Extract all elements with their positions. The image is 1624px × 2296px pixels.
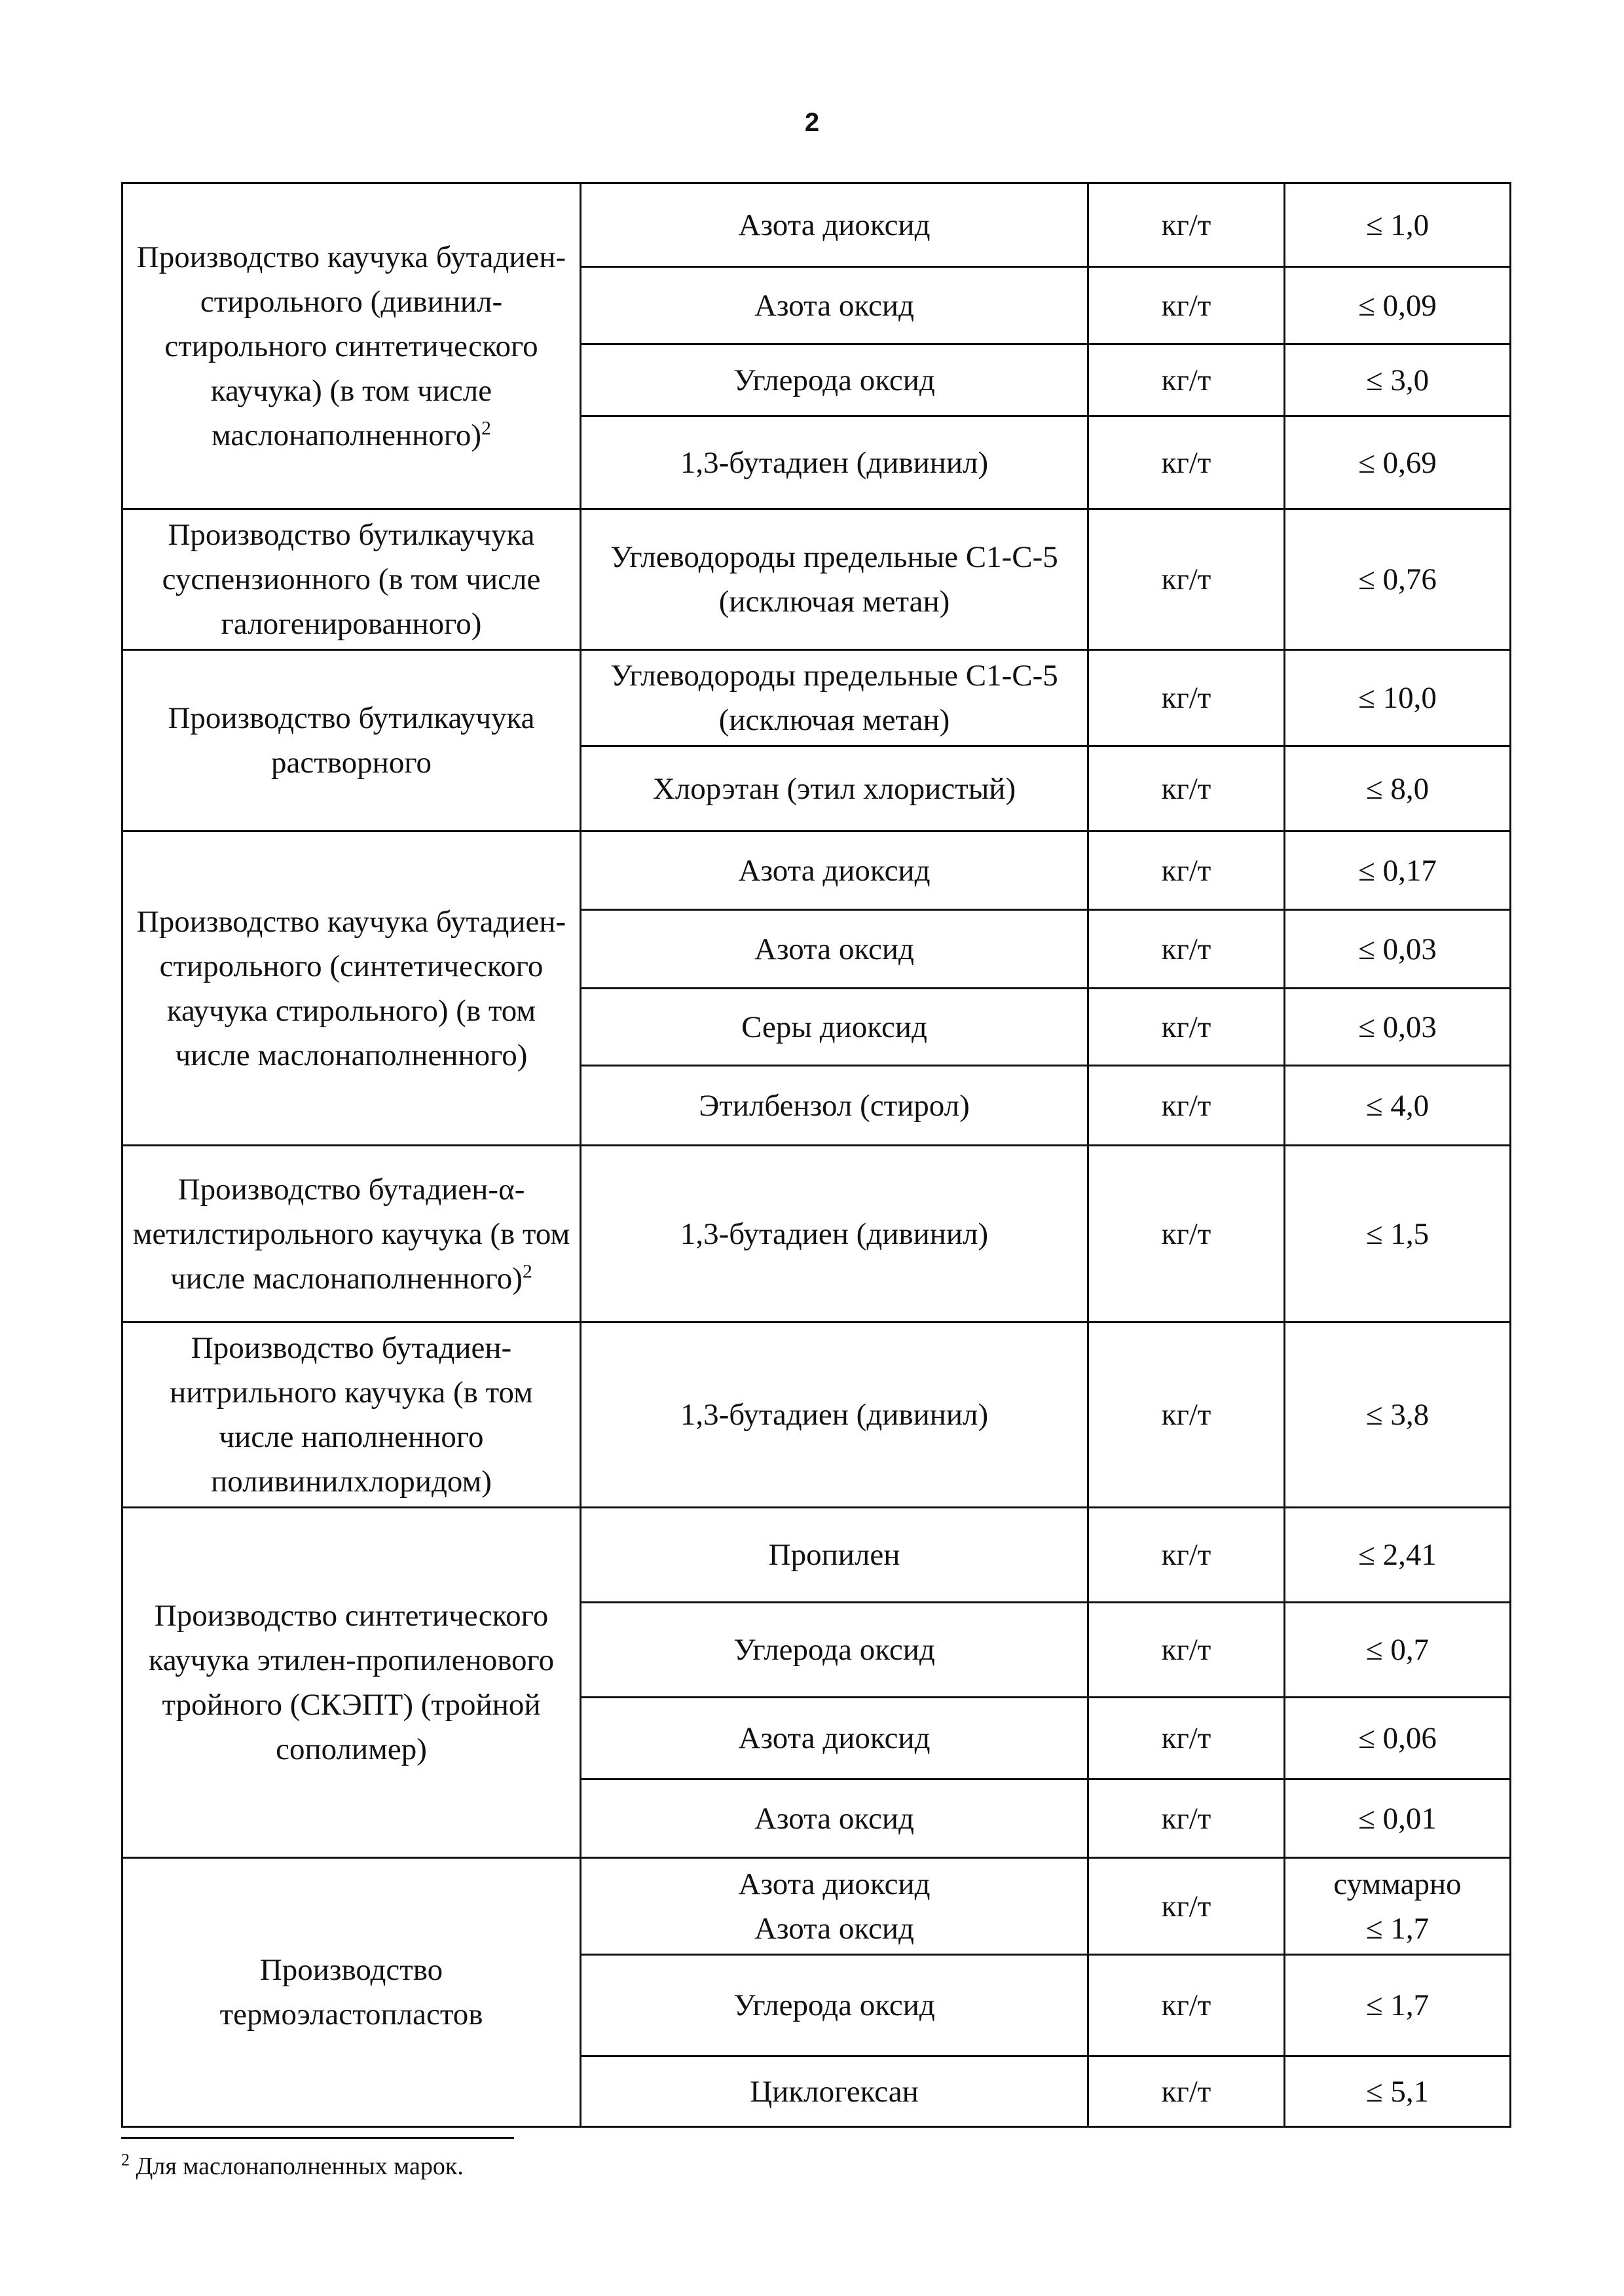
production-name-cell: Производство термоэластопластов: [122, 1858, 581, 2127]
substance-cell: Серы диоксид: [581, 989, 1088, 1066]
value-cell: ≤ 0,76: [1285, 509, 1511, 650]
value-text: ≤ 1,7: [1365, 1911, 1430, 1946]
substance-cell: Хлорэтан (этил хлористый): [581, 746, 1088, 831]
production-name-cell: Производство синтетического каучука этилен-пропиленового тройного (СКЭПТ) (тройной сополимер): [122, 1508, 581, 1858]
value-cell: ≤ 0,09: [1285, 267, 1511, 344]
value-cell: ≤ 4,0: [1285, 1066, 1511, 1146]
substance-cell: [581, 1858, 1088, 1955]
value-cell: ≤ 8,0: [1285, 746, 1511, 831]
unit-cell: кг/т: [1088, 1779, 1285, 1858]
substance-line: Азота диоксид: [738, 1867, 931, 1901]
value-cell: ≤ 3,8: [1285, 1322, 1511, 1508]
value-cell: ≤ 3,0: [1285, 344, 1511, 416]
value-cell: ≤ 1,7: [1285, 1955, 1511, 2056]
value-cell: ≤ 0,7: [1285, 1603, 1511, 1698]
value-cell: ≤ 1,5: [1285, 1146, 1511, 1322]
unit-cell: кг/т: [1088, 1603, 1285, 1698]
unit-cell: кг/т: [1088, 1955, 1285, 2056]
production-name-cell: Производство каучука бутадиен-стирольного (синтетического каучука стирольного) (в том числе маслонаполненного): [122, 831, 581, 1146]
production-name-cell: Производство бутадиен-нитрильного каучука (в том числе наполненного поливинилхлоридом): [122, 1322, 581, 1508]
substance-line: Азота оксид: [754, 1911, 914, 1946]
production-name-cell: Производство бутилкаучука растворного: [122, 650, 581, 831]
value-cell: ≤ 2,41: [1285, 1508, 1511, 1603]
production-name-cell: [122, 1146, 581, 1322]
value-cell: ≤ 1,0: [1285, 183, 1511, 267]
unit-cell: кг/т: [1088, 1858, 1285, 1955]
substance-cell: 1,3-бутадиен (дивинил): [581, 1322, 1088, 1508]
production-name: Производство каучука бутадиен-стирольного (дивинил-стирольного синтетического каучука) (в том числе маслонаполненного): [136, 240, 566, 452]
unit-cell: кг/т: [1088, 2056, 1285, 2127]
value-cell: ≤ 0,03: [1285, 989, 1511, 1066]
production-name-cell: Производство бутилкаучука суспензионного (в том числе галогенированного): [122, 509, 581, 650]
substance-cell: Углерода оксид: [581, 1603, 1088, 1698]
unit-cell: кг/т: [1088, 267, 1285, 344]
value-cell: ≤ 0,06: [1285, 1698, 1511, 1779]
substance-cell: Углерода оксид: [581, 344, 1088, 416]
value-cell: ≤ 0,17: [1285, 831, 1511, 910]
substance-cell: 1,3-бутадиен (дивинил): [581, 416, 1088, 509]
unit-cell: кг/т: [1088, 910, 1285, 989]
unit-cell: кг/т: [1088, 650, 1285, 746]
substance-cell: Азота оксид: [581, 267, 1088, 344]
substance-cell: Азота оксид: [581, 910, 1088, 989]
table-row: [122, 831, 1511, 910]
value-cell: ≤ 0,01: [1285, 1779, 1511, 1858]
unit-cell: кг/т: [1088, 1146, 1285, 1322]
value-cell: ≤ 5,1: [1285, 2056, 1511, 2127]
table-row: [122, 650, 1511, 746]
value-prefix: суммарно: [1333, 1867, 1462, 1901]
substance-cell: 1,3-бутадиен (дивинил): [581, 1146, 1088, 1322]
substance-cell: Циклогексан: [581, 2056, 1088, 2127]
footnote-ref: 2: [522, 1260, 532, 1282]
substance-cell: Азота диоксид: [581, 1698, 1088, 1779]
substance-cell: Углеводороды предельные С1-С-5 (исключая метан): [581, 509, 1088, 650]
value-cell: [1285, 1858, 1511, 1955]
substance-cell: Этилбензол (стирол): [581, 1066, 1088, 1146]
table-row: [122, 1146, 1511, 1322]
unit-cell: кг/т: [1088, 344, 1285, 416]
substance-cell: Азота диоксид: [581, 183, 1088, 267]
table-row: [122, 1858, 1511, 1955]
value-cell: ≤ 0,03: [1285, 910, 1511, 989]
unit-cell: кг/т: [1088, 831, 1285, 910]
table-row: [122, 1508, 1511, 1603]
production-name-cell: [122, 183, 581, 509]
table-row: [122, 1322, 1511, 1508]
substance-cell: Азота оксид: [581, 1779, 1088, 1858]
emission-standards-table: [121, 182, 1511, 2128]
footnote-text: Для маслонаполненных марок.: [136, 2153, 464, 2180]
substance-cell: Азота диоксид: [581, 831, 1088, 910]
footnote-divider: [121, 2137, 514, 2139]
table-row: [122, 509, 1511, 650]
unit-cell: кг/т: [1088, 989, 1285, 1066]
footnote: [121, 2151, 464, 2182]
unit-cell: кг/т: [1088, 509, 1285, 650]
value-cell: ≤ 0,69: [1285, 416, 1511, 509]
unit-cell: кг/т: [1088, 746, 1285, 831]
page-number: 2: [804, 108, 820, 137]
substance-cell: Углеводороды предельные С1-С-5 (исключая метан): [581, 650, 1088, 746]
unit-cell: кг/т: [1088, 1698, 1285, 1779]
unit-cell: кг/т: [1088, 1322, 1285, 1508]
value-cell: ≤ 10,0: [1285, 650, 1511, 746]
unit-cell: кг/т: [1088, 183, 1285, 267]
production-name: Производство бутадиен-α-метилстирольного каучука (в том числе маслонаполненного): [132, 1172, 570, 1296]
substance-cell: Пропилен: [581, 1508, 1088, 1603]
unit-cell: кг/т: [1088, 1508, 1285, 1603]
unit-cell: кг/т: [1088, 416, 1285, 509]
footnote-marker: 2: [121, 2150, 130, 2170]
substance-cell: Углерода оксид: [581, 1955, 1088, 2056]
table-row: [122, 183, 1511, 267]
unit-cell: кг/т: [1088, 1066, 1285, 1146]
footnote-ref: 2: [481, 416, 492, 439]
